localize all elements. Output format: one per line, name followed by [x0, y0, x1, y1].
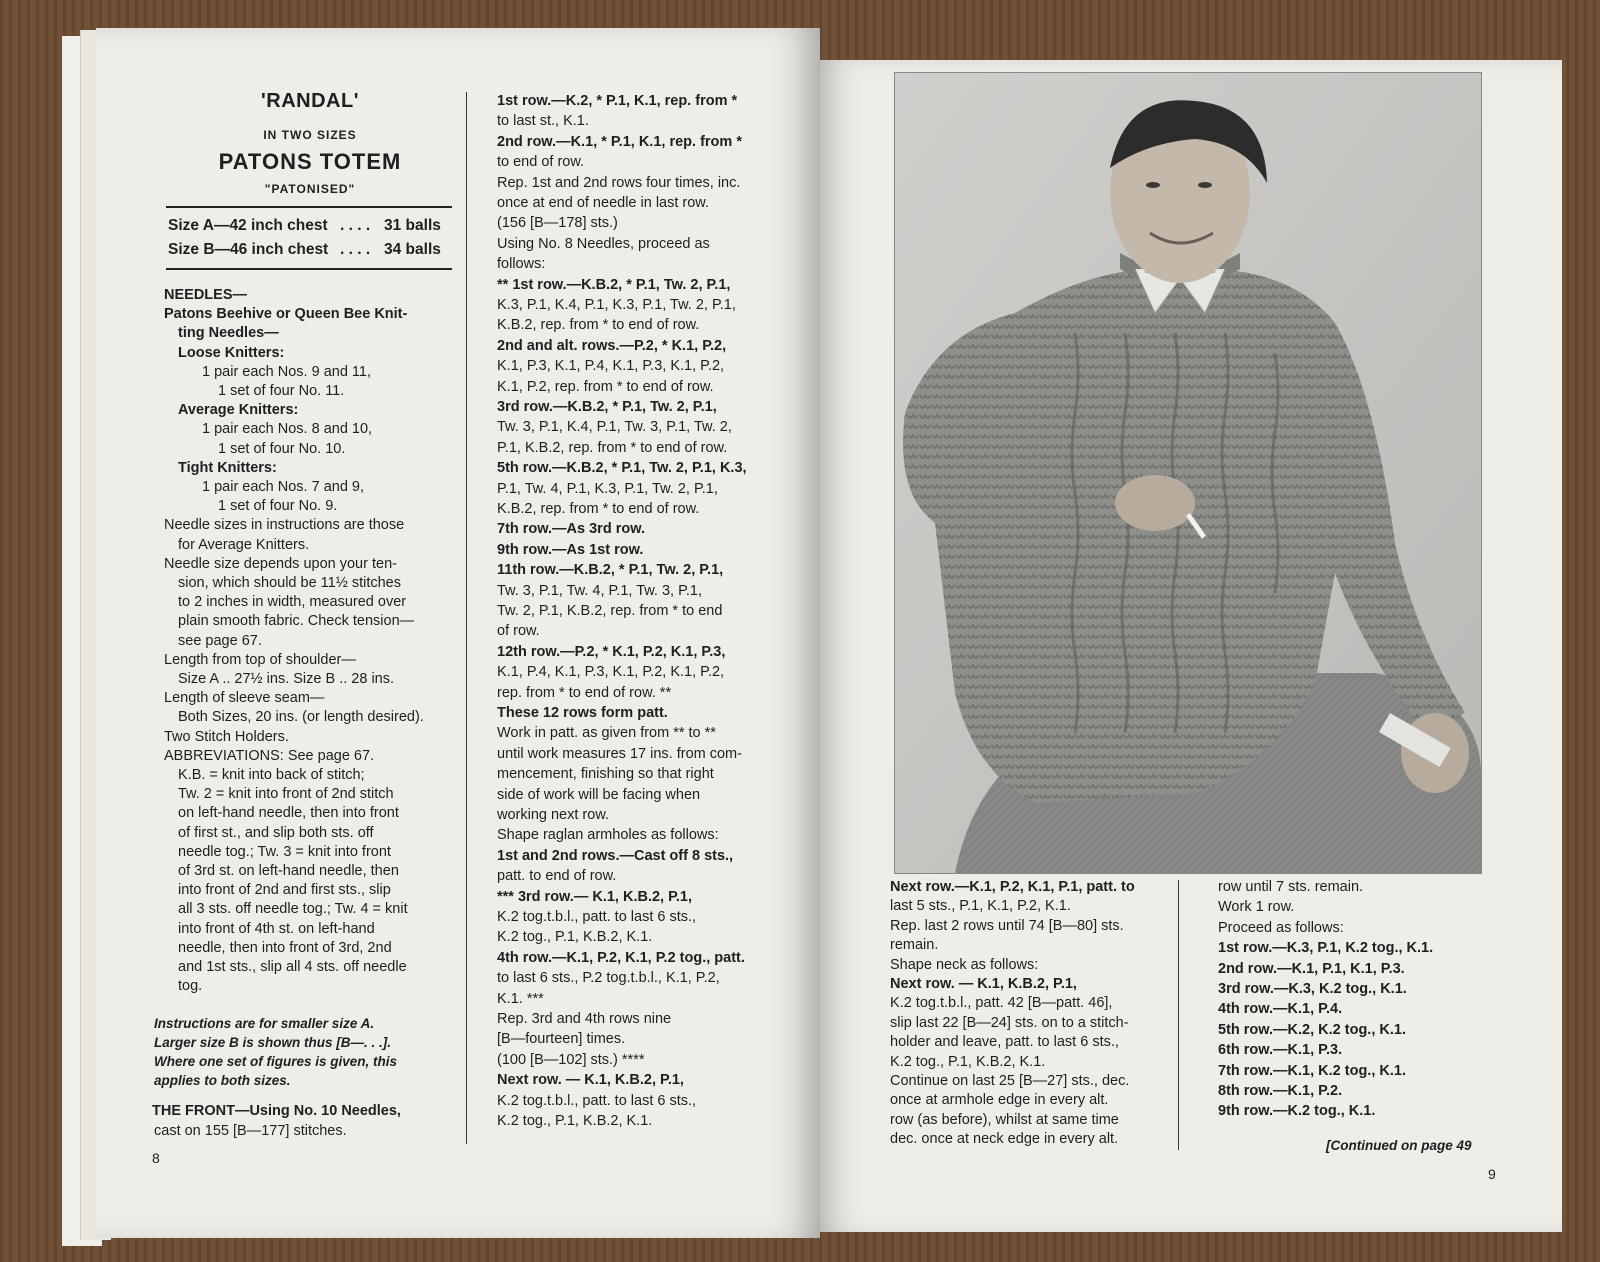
- instruction-line: rep. from * to end of row. **: [497, 684, 672, 701]
- right-instruction-line: Rep. last 2 rows until 74 [B—80] sts.: [890, 917, 1124, 934]
- instruction-line: K.2 tog.t.b.l., patt. to last 6 sts.,: [497, 909, 697, 925]
- column-divider: [466, 92, 467, 1144]
- yarn-note: "PATONISED": [264, 182, 356, 196]
- instruction-line: 5th row.—K.B.2, * P.1, Tw. 2, P.1, K.3,: [497, 460, 747, 477]
- materials-line: into front of 2nd and first sts., slip: [178, 882, 391, 899]
- right-instruction-line: 9th row.—K.2 tog., K.1.: [1218, 1103, 1376, 1120]
- right-instruction-line: K.2 tog., P.1, K.B.2, K.1.: [890, 1053, 1046, 1070]
- materials-line: Both Sizes, 20 ins. (or length desired).: [178, 709, 424, 726]
- instruction-line: to end of row.: [497, 154, 585, 171]
- instruction-line: K.3, P.1, K.4, P.1, K.3, P.1, Tw. 2, P.1,: [497, 297, 736, 313]
- instruction-line: K.1, P.2, rep. from * to end of row.: [497, 378, 714, 395]
- instruction-line: follows:: [497, 256, 546, 273]
- instruction-line: until work measures 17 ins. from com-: [497, 745, 742, 762]
- page-number-right: 9: [1488, 1166, 1496, 1182]
- instruction-line: P.1, Tw. 4, P.1, K.3, P.1, Tw. 2, P.1,: [497, 480, 718, 497]
- right-instruction-line: slip last 22 [B—24] sts. on to a stitch-: [890, 1014, 1129, 1031]
- materials-line: needle tog.; Tw. 3 = knit into front: [178, 843, 391, 860]
- right-instruction-line: 7th row.—K.1, K.2 tog., K.1.: [1218, 1062, 1406, 1079]
- right-instruction-line: Next row.—K.1, P.2, K.1, P.1, patt. to: [890, 879, 1135, 895]
- right-instruction-line: dec. once at neck edge in every alt.: [890, 1131, 1119, 1148]
- instruction-line: 11th row.—K.B.2, * P.1, Tw. 2, P.1,: [497, 562, 724, 579]
- instruction-line: 2nd and alt. rows.—P.2, * K.1, P.2,: [497, 337, 727, 354]
- instruction-line: K.2 tog.t.b.l., patt. to last 6 sts.,: [497, 1092, 697, 1109]
- note-line: Where one set of figures is given, this: [154, 1054, 398, 1069]
- right-instruction-line: 3rd row.—K.3, K.2 tog., K.1.: [1218, 981, 1407, 997]
- right-instruction-line: holder and leave, patt. to last 6 sts.,: [890, 1034, 1119, 1051]
- materials-line: see page 67.: [178, 632, 262, 649]
- right-instruction-line: row (as before), whilst at same time: [890, 1111, 1119, 1128]
- note-line: Instructions are for smaller size A.: [154, 1016, 375, 1031]
- materials-line: tog.: [178, 978, 203, 995]
- instruction-line: working next row.: [497, 807, 610, 823]
- right-instruction-line: Work 1 row.: [1218, 899, 1295, 916]
- note-line: applies to both sizes.: [154, 1073, 291, 1088]
- instruction-line: *** 3rd row.— K.1, K.B.2, P.1,: [497, 888, 693, 905]
- right-instruction-line: row until 7 sts. remain.: [1218, 879, 1364, 895]
- instruction-line: Work in patt. as given from ** to **: [497, 725, 716, 742]
- right-instruction-line: Proceed as follows:: [1218, 919, 1344, 936]
- instruction-line: 1st and 2nd rows.—Cast off 8 sts.,: [497, 847, 734, 864]
- instruction-line: mencement, finishing so that right: [497, 766, 714, 783]
- right-instruction-line: 4th row.—K.1, P.4.: [1218, 1001, 1343, 1018]
- materials-line: Length from top of shoulder—: [164, 651, 356, 668]
- right-instruction-line: Continue on last 25 [B—27] sts., dec.: [890, 1073, 1130, 1089]
- instruction-line: K.2 tog., P.1, K.B.2, K.1.: [497, 929, 653, 946]
- materials-line: into front of 4th st. on left-hand: [178, 920, 375, 937]
- instruction-line: Rep. 3rd and 4th rows nine: [497, 1011, 672, 1027]
- instruction-line: K.B.2, rep. from * to end of row.: [497, 501, 700, 517]
- instruction-line: of row.: [497, 623, 540, 640]
- materials-line: and 1st sts., slip all 4 sts. off needle: [178, 959, 407, 975]
- instruction-line: [B—fourteen] times.: [497, 1031, 626, 1048]
- continued-note: [Continued on page 49: [1326, 1138, 1472, 1153]
- instruction-line: K.1. ***: [497, 990, 544, 1007]
- instruction-line: Tw. 2, P.1, K.B.2, rep. from * to end: [497, 603, 723, 619]
- materials-line: Two Stitch Holders.: [164, 728, 289, 745]
- instruction-line: K.B.2, rep. from * to end of row.: [497, 317, 700, 334]
- right-instruction-line: 1st row.—K.3, P.1, K.2 tog., K.1.: [1218, 940, 1434, 957]
- materials-line: of 3rd st. on left-hand needle, then: [178, 863, 399, 879]
- instruction-line: 4th row.—K.1, P.2, K.1, P.2 tog., patt.: [497, 949, 745, 966]
- instruction-line: ** 1st row.—K.B.2, * P.1, Tw. 2, P.1,: [497, 276, 731, 293]
- materials-line: of first st., and slip both sts. off: [178, 824, 374, 841]
- right-instruction-line: 6th row.—K.1, P.3.: [1218, 1042, 1343, 1059]
- instruction-line: 7th row.—As 3rd row.: [497, 521, 645, 538]
- instruction-line: 3rd row.—K.B.2, * P.1, Tw. 2, P.1,: [497, 399, 717, 415]
- materials-line: plain smooth fabric. Check tension—: [178, 613, 415, 630]
- right-instruction-line: Shape neck as follows:: [890, 956, 1039, 973]
- right-instruction-line: Next row. — K.1, K.B.2, P.1,: [890, 976, 1077, 992]
- instruction-line: (156 [B—178] sts.): [497, 215, 618, 232]
- right-instruction-line: remain.: [890, 937, 939, 954]
- front-line: cast on 155 [B—177] stitches.: [154, 1123, 347, 1139]
- instruction-line: Tw. 3, P.1, K.4, P.1, Tw. 3, P.1, Tw. 2,: [497, 419, 732, 436]
- model-photo: [894, 72, 1482, 874]
- materials-line: Needle sizes in instructions are those: [164, 517, 405, 534]
- instruction-line: to last 6 sts., P.2 tog.t.b.l., K.1, P.2,: [497, 970, 720, 987]
- materials-line: 1 set of four No. 9.: [218, 498, 338, 515]
- size-label: Size B—46 inch chest: [168, 241, 329, 258]
- materials-line: Tw. 2 = knit into front of 2nd stitch: [178, 786, 394, 803]
- right-instruction-line: last 5 sts., P.1, K.1, P.2, K.1.: [890, 898, 1071, 915]
- materials-line: ting Needles—: [178, 325, 279, 342]
- right-instruction-line: 5th row.—K.2, K.2 tog., K.1.: [1218, 1021, 1406, 1038]
- instruction-line: 9th row.—As 1st row.: [497, 541, 644, 558]
- size-dots: . . . .: [340, 217, 371, 234]
- instruction-line: 2nd row.—K.1, * P.1, K.1, rep. from *: [497, 133, 742, 150]
- instruction-line: side of work will be facing when: [497, 786, 701, 803]
- instruction-line: Shape raglan armholes as follows:: [497, 827, 719, 844]
- instruction-line: Tw. 3, P.1, Tw. 4, P.1, Tw. 3, P.1,: [497, 582, 703, 599]
- instruction-line: Rep. 1st and 2nd rows four times, inc.: [497, 174, 741, 191]
- materials-line: to 2 inches in width, measured over: [178, 594, 407, 611]
- materials-line: 1 pair each Nos. 7 and 9,: [202, 479, 365, 495]
- size-amount: 34 balls: [384, 241, 441, 258]
- instruction-line: to last st., K.1.: [497, 113, 589, 130]
- instruction-line: K.1, P.4, K.1, P.3, K.1, P.2, K.1, P.2,: [497, 664, 725, 681]
- materials-line: 1 pair each Nos. 8 and 10,: [202, 421, 373, 438]
- right-instruction-line: once at armhole edge in every alt.: [890, 1092, 1109, 1109]
- materials-line: 1 set of four No. 10.: [218, 440, 346, 457]
- top-rule: [166, 206, 452, 208]
- materials-line: Tight Knitters:: [178, 459, 277, 476]
- right-instruction-line: K.2 tog.t.b.l., patt. 42 [B—patt. 46],: [890, 995, 1113, 1012]
- instruction-line: (100 [B—102] sts.) ****: [497, 1051, 645, 1068]
- right-instruction-line: 2nd row.—K.1, P.1, K.1, P.3.: [1218, 960, 1405, 977]
- yarn-name: PATONS TOTEM: [218, 149, 402, 174]
- materials-line: for Average Knitters.: [178, 536, 310, 553]
- materials-line: NEEDLES—: [164, 287, 247, 303]
- pattern-subtitle: IN TWO SIZES: [263, 128, 357, 142]
- size-amount: 31 balls: [384, 217, 441, 234]
- right-column-divider: [1178, 880, 1179, 1150]
- materials-line: Length of sleeve seam—: [164, 690, 325, 707]
- pattern-title: 'RANDAL': [261, 90, 359, 112]
- bottom-rule: [166, 268, 452, 270]
- page-number-left: 8: [152, 1150, 160, 1166]
- instruction-line: 12th row.—P.2, * K.1, P.2, K.1, P.3,: [497, 643, 726, 660]
- instruction-line: patt. to end of row.: [497, 868, 617, 885]
- instruction-line: 1st row.—K.2, * P.1, K.1, rep. from *: [497, 93, 738, 109]
- instruction-line: once at end of needle in last row.: [497, 195, 710, 211]
- materials-line: Patons Beehive or Queen Bee Knit-: [164, 306, 408, 323]
- materials-line: sion, which should be 11½ stitches: [178, 575, 402, 591]
- materials-line: on left-hand needle, then into front: [178, 805, 399, 822]
- materials-line: ABBREVIATIONS: See page 67.: [164, 747, 375, 764]
- right-instruction-line: 8th row.—K.1, P.2.: [1218, 1083, 1343, 1099]
- materials-line: all 3 sts. off needle tog.; Tw. 4 = knit: [178, 901, 408, 918]
- front-line: THE FRONT—Using No. 10 Needles,: [152, 1103, 401, 1119]
- materials-line: Loose Knitters:: [178, 344, 285, 361]
- instruction-line: K.1, P.3, K.1, P.4, K.1, P.3, K.1, P.2,: [497, 358, 725, 375]
- materials-line: K.B. = knit into back of stitch;: [178, 767, 365, 783]
- materials-line: Size A .. 27½ ins. Size B .. 28 ins.: [178, 671, 395, 687]
- materials-line: Average Knitters:: [178, 402, 299, 419]
- materials-line: 1 set of four No. 11.: [218, 383, 345, 399]
- instruction-line: K.2 tog., P.1, K.B.2, K.1.: [497, 1113, 653, 1129]
- note-line: Larger size B is shown thus [B—. . .].: [154, 1035, 392, 1050]
- instruction-line: Using No. 8 Needles, proceed as: [497, 235, 710, 252]
- size-dots: . . . .: [340, 241, 371, 258]
- instruction-line: These 12 rows form patt.: [497, 705, 668, 721]
- instruction-line: P.1, K.B.2, rep. from * to end of row.: [497, 439, 728, 456]
- materials-line: 1 pair each Nos. 9 and 11,: [202, 363, 372, 380]
- instruction-line: Next row. — K.1, K.B.2, P.1,: [497, 1072, 684, 1089]
- materials-line: needle, then into front of 3rd, 2nd: [178, 939, 392, 956]
- materials-line: Needle size depends upon your ten-: [164, 555, 397, 572]
- size-label: Size A—42 inch chest: [168, 217, 328, 234]
